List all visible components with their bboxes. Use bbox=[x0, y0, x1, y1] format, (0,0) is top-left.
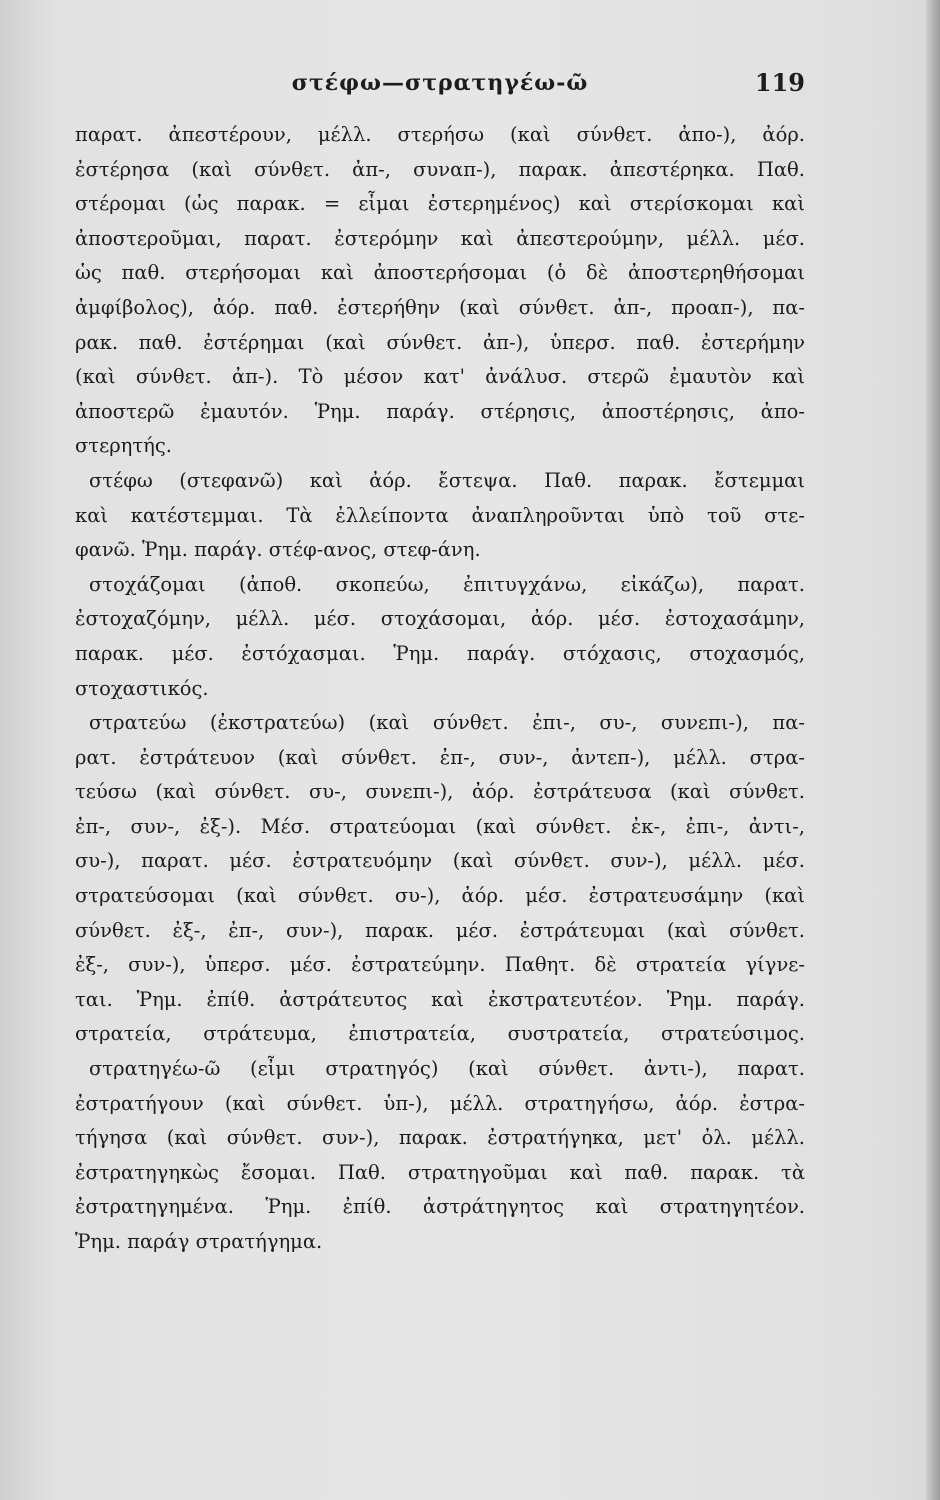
dictionary-text bbox=[75, 118, 805, 1260]
text-line: καὶ κατέστεμμαι. Τὰ ἐλλείποντα ἀναπληροῦνται ὑπὸ τοῦ στε- bbox=[75, 503, 805, 527]
page-number: 119 bbox=[754, 68, 805, 97]
text-line: παρατ. ἀπεστέρουν, μέλλ. στερήσω (καὶ σύνθετ. ἀπο-), ἀόρ. bbox=[75, 123, 805, 146]
text-line: παρακ. μέσ. ἐστόχασμαι. Ῥημ. παράγ. στόχασις, στοχασμός, bbox=[75, 641, 805, 665]
text-line: στερητής. bbox=[75, 434, 172, 458]
text-line: στοχαστικός. bbox=[75, 676, 209, 700]
page-header bbox=[75, 64, 805, 104]
text-line: στρατεύσομαι (καὶ σύνθετ. συ-), ἀόρ. μέσ. ἐστρατευσάμην (καὶ bbox=[75, 884, 805, 908]
text-line: ἐξ-, συν-), ὑπερσ. μέσ. ἐστρατεύμην. Παθητ. δὲ στρατεία γίγνε- bbox=[75, 953, 805, 977]
text-line: Ῥημ. παράγ στρατήγημα. bbox=[75, 1230, 323, 1253]
text-line: ἀμφίβολος), ἀόρ. παθ. ἐστερήθην (καὶ σύνθετ. ἀπ-, προαπ-), πα- bbox=[75, 295, 805, 319]
text-line: ἐστρατηγηκὼς ἔσομαι. Παθ. στρατηγοῦμαι καὶ παθ. παρακ. τὰ bbox=[75, 1160, 805, 1184]
text-line: ται. Ῥημ. ἐπίθ. ἀστράτευτος καὶ ἐκστρατευτέον. Ῥημ. παράγ. bbox=[75, 987, 805, 1011]
text-line: ἐπ-, συν-, ἐξ-). Μέσ. στρατεύομαι (καὶ σύνθετ. ἐκ-, ἐπι-, ἀντι-, bbox=[75, 814, 805, 838]
text-line: ἐστέρησα (καὶ σύνθετ. ἀπ-, συναπ-), παρακ. ἀπεστέρηκα. Παθ. bbox=[75, 157, 805, 181]
page-edge-shadow bbox=[926, 0, 940, 1500]
text-line: στρατεύω (ἐκστρατεύω) (καὶ σύνθετ. ἐπι-, συ-, συνεπι-), πα- bbox=[89, 711, 805, 735]
text-line: στοχάζομαι (ἀποθ. σκοπεύω, ἐπιτυγχάνω, εἰκάζω), παρατ. bbox=[89, 572, 805, 596]
text-line: ὡς παθ. στερήσομαι καὶ ἀποστερήσομαι (ὁ δὲ ἀποστερηθήσομαι bbox=[75, 261, 805, 285]
text-line: στέφω (στεφανῶ) καὶ ἀόρ. ἔστεψα. Παθ. παρακ. ἔστεμμαι bbox=[89, 468, 805, 492]
text-line: στρατεία, στράτευμα, ἐπιστρατεία, συστρατεία, στρατεύσιμος. bbox=[75, 1022, 805, 1046]
text-line: στέρομαι (ὡς παρακ. = εἶμαι ἐστερημένος) καὶ στερίσκομαι καὶ bbox=[75, 192, 805, 216]
text-line: συ-), παρατ. μέσ. ἐστρατευόμην (καὶ σύνθετ. συν-), μέλλ. μέσ. bbox=[75, 849, 805, 873]
text-line: τήγησα (καὶ σύνθετ. συν-), παρακ. ἐστρατήγηκα, μετ' ὀλ. μέλλ. bbox=[75, 1126, 805, 1150]
text-line: ἐστοχαζόμην, μέλλ. μέσ. στοχάσομαι, ἀόρ. μέσ. ἐστοχασάμην, bbox=[75, 607, 805, 631]
text-line: στρατηγέω-ῶ (εἶμι στρατηγός) (καὶ σύνθετ. ἀντι-), παρατ. bbox=[89, 1057, 805, 1081]
text-line: τεύσω (καὶ σύνθετ. συ-, συνεπι-), ἀόρ. ἐστράτευσα (καὶ σύνθετ. bbox=[75, 780, 805, 804]
text-line: ρακ. παθ. ἐστέρημαι (καὶ σύνθετ. ἀπ-), ὑπερσ. παθ. ἐστερήμην bbox=[75, 330, 805, 354]
text-line: ρατ. ἐστράτευον (καὶ σύνθετ. ἐπ-, συν-, ἀντεπ-), μέλλ. στρα- bbox=[75, 745, 805, 769]
text-line: ἐστρατηγημένα. Ῥημ. ἐπίθ. ἀστράτηγητος καὶ στρατηγητέον. bbox=[75, 1195, 805, 1219]
text-line: ἀποστερῶ ἐμαυτόν. Ῥημ. παράγ. στέρησις, ἀποστέρησις, ἀπο- bbox=[75, 399, 805, 423]
text-line: σύνθετ. ἐξ-, ἐπ-, συν-), παρακ. μέσ. ἐστράτευμαι (καὶ σύνθετ. bbox=[75, 918, 805, 942]
text-line: ἀποστεροῦμαι, παρατ. ἐστερόμην καὶ ἀπεστερούμην, μέλλ. μέσ. bbox=[75, 226, 805, 250]
text-line: ἐστρατήγουν (καὶ σύνθετ. ὑπ-), μέλλ. στρατηγήσω, ἀόρ. ἐστρα- bbox=[75, 1091, 805, 1115]
text-line: φανῶ. Ῥημ. παράγ. στέφ-ανος, στεφ-άνη. bbox=[75, 538, 481, 562]
running-head: στέφω—στρατηγέω-ῶ bbox=[291, 70, 589, 96]
text-line: (καὶ σύνθετ. ἀπ-). Τὸ μέσον κατ' ἀνάλυσ. στερῶ ἐμαυτὸν καὶ bbox=[75, 365, 805, 389]
